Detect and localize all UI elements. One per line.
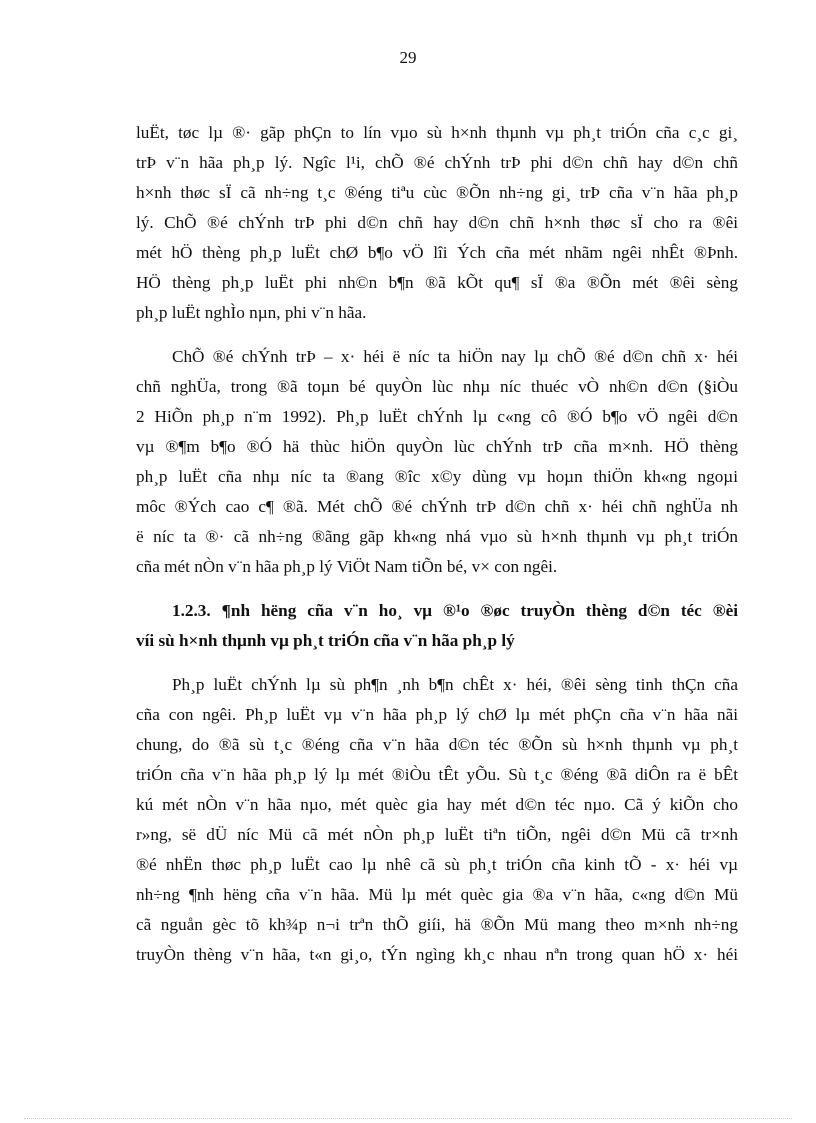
text-line: chñ nghÜa, trong ®ã toµn bé quyÒn lùc nhµ níc thuéc vÒ nh©n d©n (§iÒu <box>136 377 738 396</box>
text-line: HÖ thèng ph¸p luËt phi nh©n b¶n ®ã kÕt qu¶ sÏ ®a ®Õn mét ®êi sèng <box>136 273 738 292</box>
text-line: ph¸p luËt nghÌo nµn, phi v¨n hãa. <box>136 303 367 322</box>
text-line: ®é nhËn thøc ph¸p luËt cao lµ nhê cã sù ph¸t triÓn cña kinh tÕ - x· héi vµ <box>136 855 738 874</box>
text-line: triÓn cña v¨n hãa ph¸p lý lµ mét ®iÒu tÊt yÕu. Sù t¸c ®éng ®ã diÔn ra ë bÊt <box>136 765 738 784</box>
text-line: mét hÖ thèng ph¸p luËt chØ b¶o vÖ lîi Ých cña mét nhãm ngêi nhÊt ®Þnh. <box>136 243 738 262</box>
text-line: ë níc ta ®· cã nh÷ng ®ãng gãp kh«ng nhá vµo sù h×nh thµnh vµ ph¸t triÓn <box>136 527 738 546</box>
heading-line: víi sù h×nh thµnh vµ ph¸t triÓn cña v¨n hãa ph¸p lý <box>136 631 515 650</box>
text-line: vµ ®¶m b¶o ®Ó hä thùc hiÖn quyÒn lùc chÝnh trÞ cña m×nh. HÖ thèng <box>136 437 738 456</box>
page-bottom-divider <box>24 1118 792 1119</box>
text-line: môc ®Ých cao c¶ ®ã. Mét chÕ ®é chÝnh trÞ d©n chñ x· héi chñ nghÜa nh <box>136 497 738 516</box>
text-line: lý. ChÕ ®é chÝnh trÞ phi d©n chñ hay d©n chñ h×nh thøc sÏ cho ra ®êi <box>136 213 738 232</box>
text-line: Ph¸p luËt chÝnh lµ sù ph¶n ¸nh b¶n chÊt x· héi, ®êi sèng tinh thÇn cña <box>172 675 738 694</box>
text-line: ChÕ ®é chÝnh trÞ – x· héi ë níc ta hiÖn nay lµ chÕ ®é d©n chñ x· héi <box>172 347 738 366</box>
text-line: 2 HiÕn ph¸p n¨m 1992). Ph¸p luËt chÝnh lµ c«ng cô ®Ó b¶o vÖ ngêi d©n <box>136 407 738 426</box>
text-line: kú mét nÒn v¨n hãa nµo, mét quèc gia hay mét d©n téc nµo. Cã ý kiÕn cho <box>136 795 738 814</box>
text-line: trÞ v¨n hãa ph¸p lý. Ngîc l¹i, chÕ ®é chÝnh trÞ phi d©n chñ hay d©n chñ <box>136 153 738 172</box>
text-line: luËt, tøc lµ ®· gãp phÇn to lín vµo sù h×nh thµnh vµ ph¸t triÓn cña c¸c gi¸ <box>136 123 738 142</box>
text-line: cña con ngêi. Ph¸p luËt vµ v¨n hãa ph¸p lý chØ lµ mét phÇn cña v¨n hãa nãi <box>136 705 738 724</box>
paragraph-2 <box>136 342 738 582</box>
paragraph-1 <box>136 118 738 328</box>
text-line: nh÷ng ¶nh hëng cña v¨n hãa. Mü lµ mét quèc gia ®a v¨n hãa, c«ng d©n Mü <box>136 885 738 904</box>
page-body <box>136 118 738 970</box>
section-heading <box>136 596 738 656</box>
text-line: cã nguån gèc tõ kh¾p n¬i trªn thÕ giíi, hä ®Õn Mü mang theo m×nh nh÷ng <box>136 915 738 934</box>
page-number: 29 <box>399 48 417 67</box>
paragraph-3 <box>136 670 738 970</box>
heading-line: 1.2.3. ¶nh hëng cña v¨n ho¸ vµ ®¹o ®øc truyÒn thèng d©n téc ®èi <box>172 601 738 620</box>
text-line: ph¸p luËt cña nhµ níc ta ®ang ®îc x©y dùng vµ hoµn thiÖn kh«ng ngoµi <box>136 467 738 486</box>
text-line: chung, do ®ã sù t¸c ®éng cña v¨n hãa d©n téc ®Õn sù h×nh thµnh vµ ph¸t <box>136 735 738 754</box>
text-line: h×nh thøc sÏ cã nh÷ng t¸c ®éng tiªu cùc ®Õn nh÷ng gi¸ trÞ cña v¨n hãa ph¸p <box>136 183 738 202</box>
text-line: cña mét nÒn v¨n hãa ph¸p lý ViÖt Nam tiÕn bé, v× con ngêi. <box>136 557 558 576</box>
text-line: r»ng, së dÜ níc Mü cã mét nÒn ph¸p luËt tiªn tiÕn, ngêi d©n Mü cã tr×nh <box>136 825 738 844</box>
text-line: truyÒn thèng v¨n hãa, t«n gi¸o, tÝn ngìng kh¸c nhau nªn trong quan hÖ x· héi <box>136 945 738 964</box>
